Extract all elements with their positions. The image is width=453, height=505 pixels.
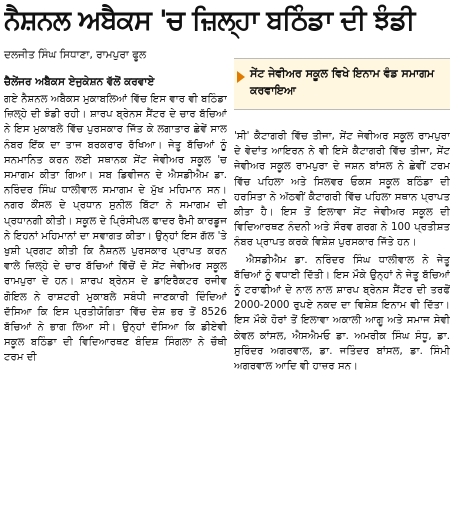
byline: ਦਲਜੀਤ ਸਿੰਘ ਸਿਧਾਣਾ, ਰਾਮਪੁਰਾ ਫੂਲ: [4, 49, 147, 61]
right-column: [234, 58, 450, 503]
arrow-bullet-icon: [237, 71, 245, 83]
right-body-paragraph-2: ਐਸਡੀਐਮ ਡਾ. ਨਰਿੰਦਰ ਸਿੰਘ ਧਾਲੀਵਾਲ ਨੇ ਜੇਤੂ ਬੱਚਿਆਂ ਨੂੰ ਵਧਾਈ ਦਿੱਤੀ। ਇਸ ਮੌਕੇ ਉਨ੍ਹਾਂ ਨੇ ਜੇਤੂ ਬੱਚਿਆਂ ਨੂੰ ਟਰਾਫੀਆਂ ਦੇ ਨਾਲ ਨਾਲ ਸ਼ਾਰਪ ਬ੍ਰੇਨਸ ਸੈਂਟਰ ਦੀ ਤਰਫੋਂ 2000-2000 ਰੁਪਏ ਨਕਦ ਦਾ ਵਿਸ਼ੇਸ਼ ਇਨਾਮ ਵੀ ਦਿੱਤਾ। ਇਸ ਮੌਕੇ ਹੋਰਾਂ ਤੋਂ ਇਲਾਵਾ ਅਕਾਲੀ ਆਗੂ ਅਤੇ ਸਮਾਜ ਸੇਵੀ ਕੇਵਲ ਕਾਂਸਲ, ਐਸਐਮਓ ਡਾ. ਅਮਰੀਕ ਸਿੰਘ ਸੰਧੂ, ਡਾ. ਸੁਰਿੰਦਰ ਅਗਰਵਾਲ, ਡਾ. ਜਤਿੰਦਰ ਬਾਂਸਲ, ਡਾ. ਸਿੰਮੀ ਅਗਰਵਾਲ ਆਦਿ ਵੀ ਹਾਜ਼ਰ ਸਨ।: [234, 254, 450, 373]
subtitle: ਸੇਂਟ ਜੇਵੀਅਰ ਸਕੂਲ ਵਿਖੇ ਇਨਾਮ ਵੰਡ ਸਮਾਗਮ ਕਰਵਾਇਆ: [250, 67, 435, 97]
subtitle-box: [234, 58, 450, 110]
lead-text: ਚੈਲੇਂਜਰ ਅਬੈਕਸ ਏਜੁਕੇਸ਼ਨ ਵੱਲੋਂ ਕਰਵਾਏ: [4, 76, 155, 88]
right-body: [234, 129, 450, 374]
left-body-text: ਗਏ ਨੈਸ਼ਨਲ ਅਬੈਕਸ ਮੁਕਾਬਲਿਆਂ ਵਿੱਚ ਇਸ ਵਾਰ ਵੀ ਬਠਿੰਡਾ ਜ਼ਿਲ੍ਹੇ ਦੀ ਝੰਡੀ ਰਹੀ। ਸ਼ਾਰਪ ਬ੍ਰੇਨਸ ਸੈਂਟਰ ਦੇ ਚਾਰ ਬੱਚਿਆਂ ਨੇ ਇਸ ਮੁਕਾਬਲੇ ਵਿੱਚ ਪੁਰਸਕਾਰ ਜਿੱਤ ਕੇ ਲਗਾਤਾਰ ਛੇਵੇਂ ਸਾਲ ਨੰਬਰ ਇੱਕ ਦਾ ਤਾਜ ਬਰਕਰਾਰ ਰੱਖਿਆ। ਜੇਤੂ ਬੱਚਿਆਂ ਨੂੰ ਸਨਮਾਨਿਤ ਕਰਨ ਲਈ ਸਥਾਨਕ ਸੇਂਟ ਜੇਵੀਅਰ ਸਕੂਲ 'ਚ ਸਮਾਗਮ ਕੀਤਾ ਗਿਆ। ਸਬ ਡਿਵੀਜਨ ਦੇ ਐਸਡੀਐਮ ਡਾ. ਨਰਿੰਦਰ ਸਿੰਘ ਧਾਲੀਵਾਲ ਸਮਾਗਮ ਦੇ ਮੁੱਖ ਮਹਿਮਾਨ ਸਨ। ਨਗਰ ਕੌਂਸਲ ਦੇ ਪ੍ਰਧਾਨ ਸੁਨੀਲ ਬਿੱਟਾ ਨੇ ਸਮਾਗਮ ਦੀ ਪ੍ਰਧਾਨਗੀ ਕੀਤੀ। ਸਕੂਲ ਦੇ ਪ੍ਰਿੰਸੀਪਲ ਫਾਦਰ ਰੈਮੀ ਕਾਰਡੂਜ ਨੇ ਇਹਨਾਂ ਮਹਿਮਾਨਾਂ ਦਾ ਸਵਾਗਤ ਕੀਤਾ। ਉਨ੍ਹਾਂ ਇਸ ਗੱਲ 'ਤੇ ਖੁਸ਼ੀ ਪ੍ਰਗਟ ਕੀਤੀ ਕਿ ਨੈਸ਼ਨਲ ਪੁਰਸਕਾਰ ਪ੍ਰਾਪਤ ਕਰਨ ਵਾਲੇ ਜ਼ਿਲ੍ਹੇ ਦੇ ਚਾਰ ਬੱਚਿਆਂ ਵਿੱਚੋਂ ਦੋ ਸੇਂਟ ਜੇਵੀਅਰ ਸਕੂਲ ਰਾਮਪੁਰਾ ਦੇ ਹਨ। ਸ਼ਾਰਪ ਬ੍ਰੇਨਸ ਦੇ ਡਾਇਰੈਕਟਰ ਰਜੀਵ ਗੋਇਲ ਨੇ ਰਾਸ਼ਟਰੀ ਮੁਕਾਬਲੇ ਸਬੰਧੀ ਜਾਣਕਾਰੀ ਦਿੰਦਿਆਂ ਦੱਸਿਆ ਕਿ ਇਸ ਪ੍ਰਤੀਯੋਗਿਤਾ ਵਿੱਚ ਦੇਸ਼ ਭਰ ਤੋਂ 8526 ਬੱਚਿਆਂ ਨੇ ਭਾਗ ਲਿਆ ਸੀ। ਉਨ੍ਹਾਂ ਦੱਸਿਆ ਕਿ ਡੀਏਵੀ ਸਕੂਲ ਬਠਿੰਡਾ ਦੀ ਵਿਦਿਆਰਥਣ ਬੰਦਿਸ਼ ਸਿੰਗਲਾ ਨੇ ਚੌਥੀ ਟਰਮ ਦੀ: [4, 94, 227, 364]
left-column: [4, 75, 227, 503]
right-body-paragraph-1: 'ਸੀ' ਕੈਟਾਗਰੀ ਵਿੱਚ ਤੀਜਾ, ਸੇਂਟ ਜੇਵੀਅਰ ਸਕੂਲ ਰਾਮਪੁਰਾ ਦੇ ਵੇਦਾਂਤ ਆਇਰਨ ਨੇ ਵੀ ਇਸੇ ਕੈਟਾਗਰੀ ਵਿੱਚ ਤੀਜਾ, ਸੇਂਟ ਜੇਵੀਅਰ ਸਕੂਲ ਰਾਮਪੁਰਾ ਦੇ ਜਸ਼ਨ ਬਾਂਸਲ ਨੇ ਛੇਵੀਂ ਟਰਮ ਵਿੱਚ ਪਹਿਲਾ ਅਤੇ ਸਿਲਵਰ ਓਕਸ ਸਕੂਲ ਬਠਿੰਡਾ ਦੀ ਹਰਸਿਤਾ ਨੇ ਅੱਠਵੀਂ ਕੈਟਾਗਰੀ ਵਿੱਚ ਪਹਿਲਾ ਸਥਾਨ ਪ੍ਰਾਪਤ ਕੀਤਾ ਹੈ। ਇਸ ਤੋਂ ਇਲਾਵਾ ਸੇਂਟ ਜੇਵੀਅਰ ਸਕੂਲ ਦੀ ਵਿਦਿਆਰਥਣ ਨੰਦਨੀ ਅਤੇ ਸੌਰਵ ਗਰਗ ਨੇ 100 ਪ੍ਰਤੀਸ਼ਤ ਨੰਬਰ ਪ੍ਰਾਪਤ ਕਰਕੇ ਵਿਸ਼ੇਸ਼ ਪੁਰਸਕਾਰ ਜਿੱਤੇ ਹਨ।: [234, 131, 450, 249]
headline: ਨੈਸ਼ਨਲ ਅਬੈਕਸ 'ਚ ਜ਼ਿਲ੍ਹਾ ਬਠਿੰਡਾ ਦੀ ਝੰਡੀ: [4, 5, 415, 36]
